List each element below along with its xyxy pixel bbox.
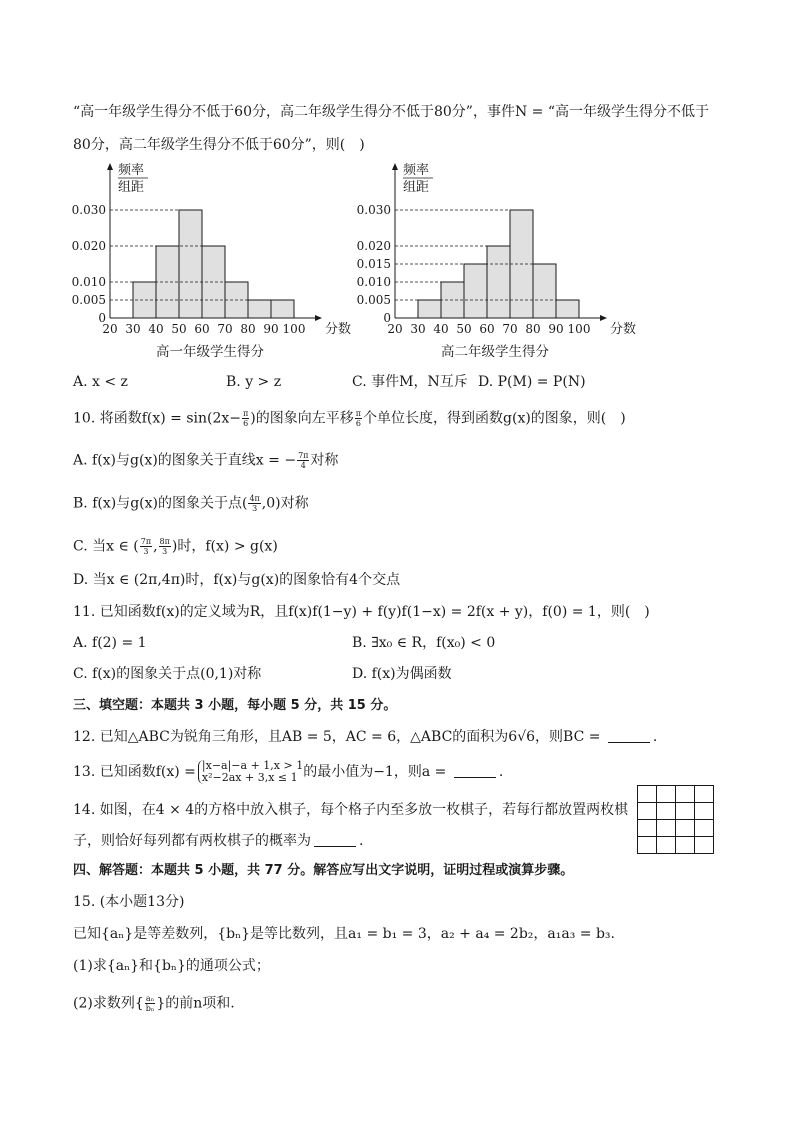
q12-answer-blank[interactable] xyxy=(608,730,650,743)
histogram-bar xyxy=(179,210,202,318)
q10-option-c[interactable]: C. 当x ∈ ( $\frac{7\pi}{3}$ , $\frac{8\pi}{3}$ )时，f(x) > g(x) xyxy=(73,537,278,556)
histogram-bar xyxy=(487,246,510,318)
q15-part2: (2)求数列{ $\frac{\text{aₙ}}{\text{bₙ}}$ }的前n项和. xyxy=(73,994,235,1013)
x-tick-label: 20 xyxy=(387,322,403,336)
x-tick-label: 70 xyxy=(502,322,518,336)
x-tick-label: 100 xyxy=(567,322,591,336)
y-tick-label: 0.020 xyxy=(356,239,391,253)
y-tick-label: 0 xyxy=(383,311,391,325)
q10-option-a[interactable]: A. f(x)与g(x)的图象关于直线x = − $\frac{7\pi}{4}$ 对称 xyxy=(73,451,339,470)
x-tick-label: 50 xyxy=(171,322,187,336)
q10-option-d[interactable]: D. 当x ∈ (2π,4π)时，f(x)与g(x)的图象恰有4个交点 xyxy=(73,572,401,588)
y-axis-label-top: 频率 xyxy=(403,163,430,178)
q10-stem xyxy=(73,409,626,428)
q10-stem-text-c: 个单位长度，得到函数g(x)的图象，则( ) xyxy=(363,410,626,427)
q9-option-c[interactable]: C. 事件M，N互斥 xyxy=(352,374,468,390)
y-tick-label: 0.010 xyxy=(356,275,391,289)
section-4-heading: 四、解答题：本题共 5 小题，共 77 分。解答应写出文字说明，证明过程或演算步骤。 xyxy=(73,863,574,878)
y-tick-label: 0.005 xyxy=(356,293,391,307)
q10-fraction-pi-6: $\frac{\pi}{6}$ xyxy=(243,409,249,428)
y-tick-label: 0.020 xyxy=(71,239,106,253)
q14-stem-line1: 14. 如图，在4 × 4的方格中放入棋子，每个格子内至多放一枚棋子，若每行都放置两枚棋 xyxy=(73,802,629,818)
x-tick-label: 80 xyxy=(525,322,541,336)
x-axis-label: 分数 xyxy=(610,322,637,337)
q13-stem: 13. 已知函数f(x) = |x−a|−a + 1,x > 1 x²−2ax + 3,x ≤ 1 的最小值为−1，则a = . xyxy=(73,759,504,784)
y-tick-label: 0.005 xyxy=(71,293,106,307)
q14-stem-line2: 子，则恰好每列都有两枚棋子的概率为 . xyxy=(73,833,364,849)
x-tick-label: 100 xyxy=(282,322,306,336)
q9-option-a[interactable]: A. x < z xyxy=(73,374,128,390)
histogram-bar xyxy=(271,300,294,318)
q13-answer-blank[interactable] xyxy=(454,765,496,778)
y-tick-label: 0 xyxy=(98,311,106,325)
q14-answer-blank[interactable] xyxy=(314,834,356,847)
q10-fraction-shift: $\frac{\pi}{6}$ xyxy=(355,409,362,428)
q11-option-a[interactable]: A. f(2) = 1 xyxy=(73,635,147,651)
q9-stem-line1: “高一年级学生得分不低于60分，高二年级学生得分不低于80分”，事件N = “高一年级学生得分不低于 xyxy=(73,104,709,120)
q14-4x4-grid xyxy=(637,785,714,854)
histogram-bar xyxy=(533,264,556,318)
y-axis-label-bottom: 组距 xyxy=(403,180,430,195)
q11-stem: 11. 已知函数f(x)的定义域为R，且f(x)f(1−y) + f(y)f(1−x) = 2f(x + y)，f(0) = 1，则( ) xyxy=(73,604,650,620)
histogram-bar xyxy=(248,300,271,318)
x-axis-arrow xyxy=(315,315,322,321)
q15-stem: 已知{aₙ}是等差数列，{bₙ}是等比数列，且a₁ = b₁ = 3，a₂ + a₄ = 2b₂，a₁a₃ = b₃. xyxy=(73,926,615,942)
x-tick-label: 20 xyxy=(102,322,118,336)
x-tick-label: 80 xyxy=(240,322,256,336)
q15-part1: (1)求{aₙ}和{bₙ}的通项公式； xyxy=(73,958,270,974)
x-tick-label: 90 xyxy=(548,322,564,336)
histogram-bar xyxy=(556,300,579,318)
y-tick-label: 0.030 xyxy=(71,203,106,217)
histogram-grade2 xyxy=(345,158,645,363)
x-tick-label: 50 xyxy=(456,322,472,336)
q9-option-d[interactable]: D. P(M) = P(N) xyxy=(478,374,586,390)
q11-option-b[interactable]: B. ∃x₀ ∈ R，f(x₀) < 0 xyxy=(352,635,496,651)
x-tick-label: 30 xyxy=(410,322,426,336)
q9-option-b[interactable]: B. y > z xyxy=(226,374,282,390)
y-tick-label: 0.010 xyxy=(71,275,106,289)
x-tick-label: 40 xyxy=(148,322,164,336)
q15-title: 15. (本小题13分) xyxy=(73,894,185,910)
histogram-caption: 高二年级学生得分 xyxy=(441,344,549,360)
x-tick-label: 60 xyxy=(194,322,210,336)
y-axis-arrow xyxy=(107,163,113,170)
x-tick-label: 30 xyxy=(125,322,141,336)
q11-option-c[interactable]: C. f(x)的图象关于点(0,1)对称 xyxy=(73,666,262,682)
histogram-bar xyxy=(418,300,441,318)
x-tick-label: 70 xyxy=(217,322,233,336)
section-3-heading: 三、填空题：本题共 3 小题，每小题 5 分，共 15 分。 xyxy=(73,698,397,713)
y-tick-label: 0.030 xyxy=(356,203,391,217)
histogram-grade1 xyxy=(60,158,360,363)
y-axis-arrow xyxy=(392,163,398,170)
histogram-bar xyxy=(464,264,487,318)
q9-stem-line2: 80分，高二年级学生得分不低于60分”，则( ) xyxy=(73,137,365,153)
q12-stem: 12. 已知△ABC为锐角三角形，且AB = 5，AC = 6，△ABC的面积为6√6，则BC = . xyxy=(73,729,658,745)
x-tick-label: 60 xyxy=(479,322,495,336)
q10-stem-text-a: 10. 将函数f(x) = sin(2x− xyxy=(73,410,242,427)
y-axis-label-bottom: 组距 xyxy=(118,180,145,195)
q10-stem-text-b: )的图象向左平移 xyxy=(250,410,354,427)
histogram-caption: 高一年级学生得分 xyxy=(156,344,264,360)
y-axis-label-top: 频率 xyxy=(118,163,145,178)
x-axis-label: 分数 xyxy=(325,322,352,337)
q10-option-b[interactable]: B. f(x)与g(x)的图象关于点( $\frac{4\pi}{3}$ ,0)对称 xyxy=(73,494,309,513)
q11-option-d[interactable]: D. f(x)为偶函数 xyxy=(352,666,452,682)
q13-piecewise: |x−a|−a + 1,x > 1 x²−2ax + 3,x ≤ 1 xyxy=(198,760,303,784)
x-axis-arrow xyxy=(600,315,607,321)
x-tick-label: 90 xyxy=(263,322,279,336)
y-tick-label: 0.015 xyxy=(356,257,391,271)
x-tick-label: 40 xyxy=(433,322,449,336)
